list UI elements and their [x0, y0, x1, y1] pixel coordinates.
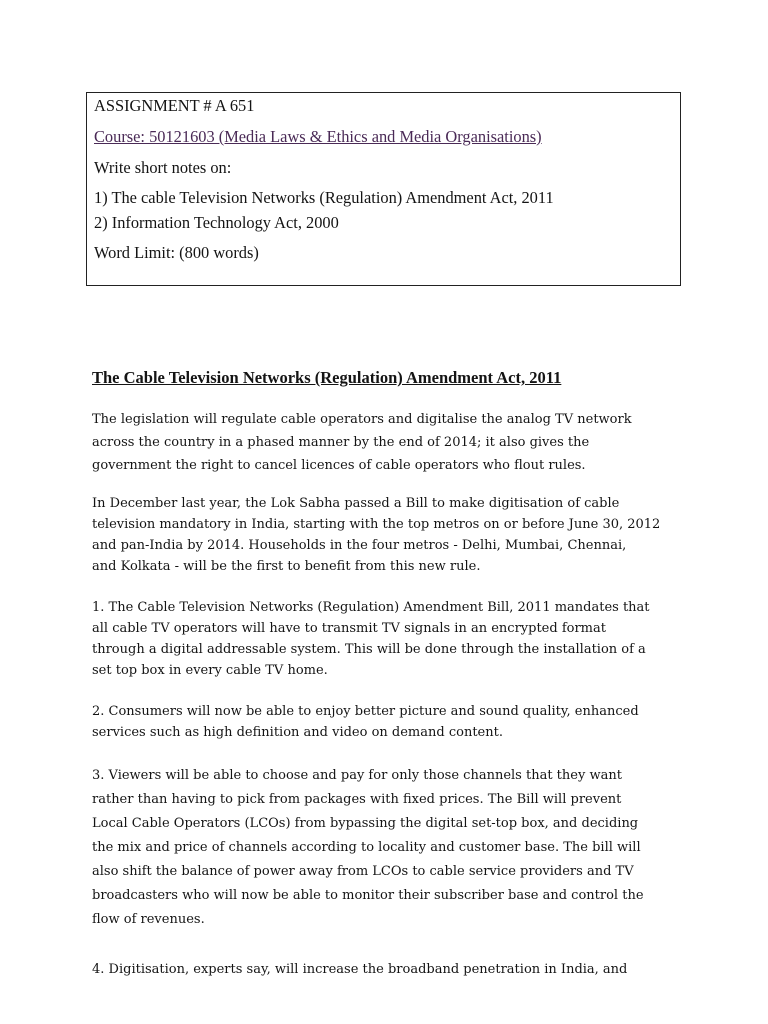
paragraph-line: television mandatory in India, starting with the top metros on or before June 30, 2012 [92, 517, 661, 532]
paragraph-line: rather than having to pick from packages with fixed prices. The Bill will prevent [92, 792, 622, 807]
paragraph [92, 958, 692, 981]
course-line: Course: 50121603 (Media Laws & Ethics and Media Organisations) [94, 127, 542, 146]
section-title: The Cable Television Networks (Regulation) Amendment Act, 2011 [92, 368, 562, 387]
assignment-box [86, 92, 681, 286]
paragraph-line: broadcasters who will now be able to monitor their subscriber base and control the [92, 888, 644, 903]
assignment-item: 1) The cable Television Networks (Regulation) Amendment Act, 2011 [94, 188, 554, 207]
paragraph-line: Local Cable Operators (LCOs) from bypassing the digital set-top box, and deciding [92, 816, 639, 831]
assignment-items [94, 188, 680, 233]
paragraph [92, 764, 692, 932]
assignment-prompt: Write short notes on: [94, 158, 232, 177]
assignment-heading: ASSIGNMENT # A 651 [94, 96, 255, 115]
paragraph [92, 408, 692, 477]
paragraph-line: through a digital addressable system. This will be done through the installation of a [92, 642, 646, 657]
paragraph-line: flow of revenues. [92, 912, 205, 927]
paragraph-line: and pan-India by 2014. Households in the four metros - Delhi, Mumbai, Chennai, [92, 538, 627, 553]
paragraph [92, 701, 692, 743]
paragraph-line: 4. Digitisation, experts say, will increase the broadband penetration in India, and [92, 962, 628, 977]
paragraph-line: 1. The Cable Television Networks (Regulation) Amendment Bill, 2011 mandates that [92, 600, 650, 615]
paragraph-line: and Kolkata - will be the first to benefit from this new rule. [92, 559, 481, 574]
paragraph [92, 597, 692, 681]
paragraph-line: set top box in every cable TV home. [92, 663, 328, 678]
paragraph-line: also shift the balance of power away from LCOs to cable service providers and TV [92, 864, 634, 879]
paragraph-line: across the country in a phased manner by the end of 2014; it also gives the [92, 435, 590, 450]
paragraph-line: all cable TV operators will have to transmit TV signals in an encrypted format [92, 621, 606, 636]
paragraph-line: 2. Consumers will now be able to enjoy better picture and sound quality, enhanced [92, 704, 639, 719]
paragraph [92, 493, 692, 577]
word-limit: Word Limit: (800 words) [94, 243, 259, 262]
paragraph-line: In December last year, the Lok Sabha passed a Bill to make digitisation of cable [92, 496, 620, 511]
paragraph-line: 3. Viewers will be able to choose and pay for only those channels that they want [92, 768, 622, 783]
paragraph-line: services such as high definition and video on demand content. [92, 725, 503, 740]
paragraph-line: The legislation will regulate cable operators and digitalise the analog TV network [92, 412, 632, 427]
paragraph-line: government the right to cancel licences of cable operators who flout rules. [92, 458, 586, 473]
assignment-item: 2) Information Technology Act, 2000 [94, 213, 339, 232]
paragraph-line: the mix and price of channels according to locality and customer base. The bill will [92, 840, 641, 855]
